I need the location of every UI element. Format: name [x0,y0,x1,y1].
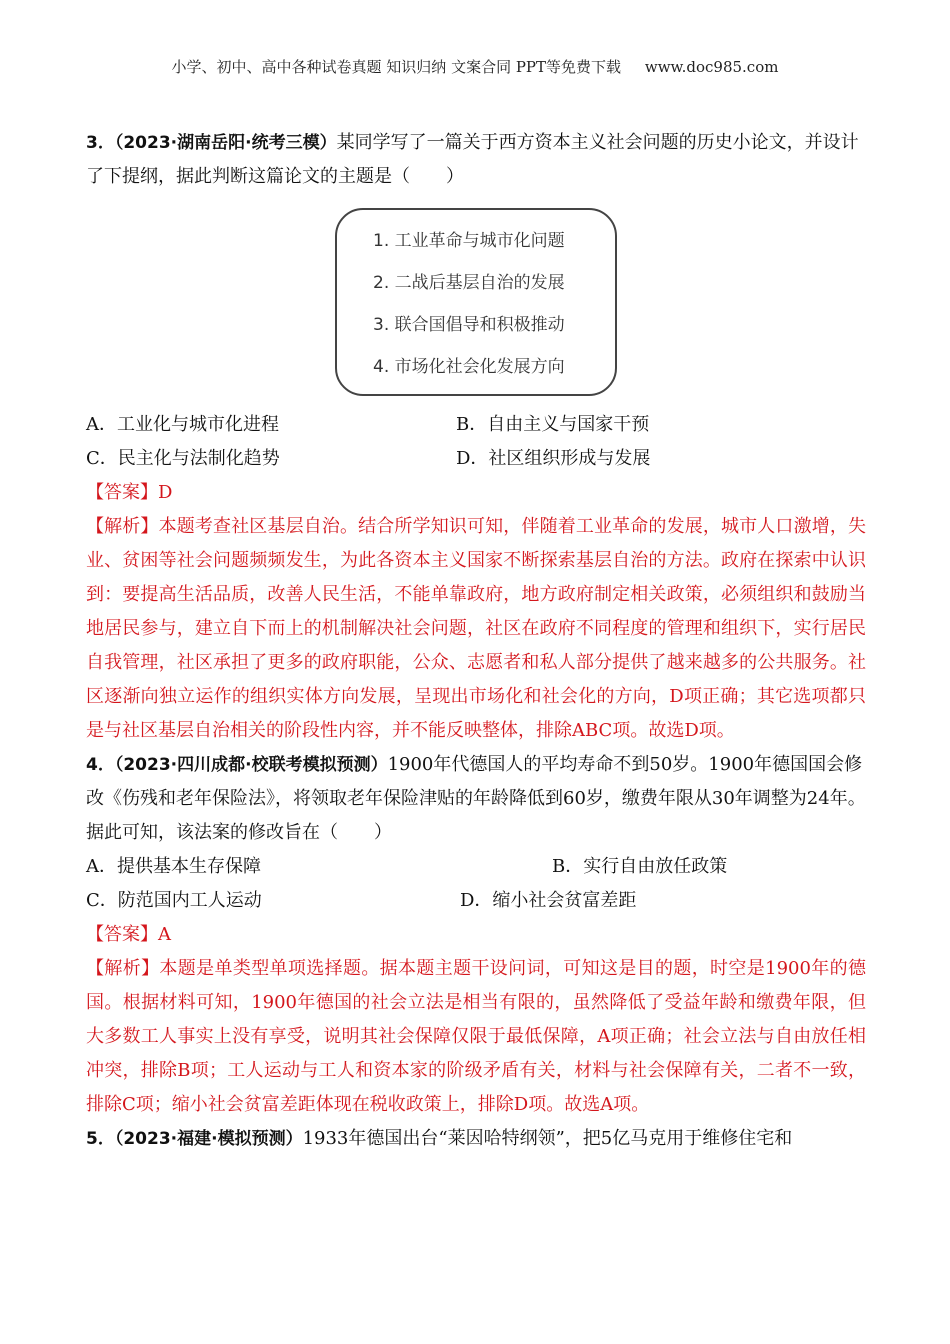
option-b[interactable]: B．自由主义与国家干预 [456,414,650,435]
question-4-options-row2 [86,884,866,918]
document-body [86,126,866,1156]
option-c[interactable]: C．防范国内工人运动 [86,890,262,911]
outline-box [335,208,617,396]
outline-item-4: 4. 市场化社会化发展方向 [373,357,565,377]
outline-item-1: 1. 工业革命与城市化问题 [373,231,565,251]
option-d[interactable]: D．缩小社会贫富差距 [460,890,637,911]
question-4-source: （2023·四川成都·校联考模拟预测） [114,755,388,775]
question-4-answer: 【答案】A [86,924,171,945]
outline-figure [86,208,866,396]
option-b[interactable]: B．实行自由放任政策 [552,856,728,877]
option-d[interactable]: D．社区组织形成与发展 [456,448,651,469]
question-5-stem: 1933年德国出台“莱因哈特纲领”，把5亿马克用于维修住宅和 [302,1128,793,1149]
option-c[interactable]: C．民主化与法制化趋势 [86,448,280,469]
question-4-stem: 1900年代德国人的平均寿命不到50岁。1900年德国国会修改《伤残和老年保险法》，将领取老年保险津贴的年龄降低到60岁，缴费年限从30年调整为24年。据此可知，该法案的修改旨在（ ） [86,754,866,843]
question-3-source: （2023·湖南岳阳·统考三模） [114,133,337,153]
question-4-options-row1 [86,850,866,884]
page-header: 小学、初中、高中各种试卷真题 知识归纳 文案合同 PPT等免费下载 www.doc985.com [171,58,779,76]
question-5-source: （2023·福建·模拟预测） [114,1129,303,1149]
question-5-number: 5． [86,1129,115,1149]
question-4-number: 4． [86,755,115,775]
question-4 [86,748,866,850]
question-5 [86,1122,866,1156]
outline-item-2: 2. 二战后基层自治的发展 [373,273,565,293]
question-3-number: 3． [86,133,115,153]
option-a[interactable]: A．工业化与城市化进程 [86,414,279,435]
question-3-answer: 【答案】D [86,482,173,503]
question-4-analysis: 【解析】本题是单类型单项选择题。据本题主题干设问词，可知这是目的题，时空是1900年的德国。根据材料可知，1900年德国的社会立法是相当有限的，虽然降低了受益年龄和缴费年限，但大多数工人事实上没有享受，说明其社会保障仅限于最低保障，A项正确；社会立法与自由放任相冲突，排除B项；工人运动与工人和资本家的阶级矛盾有关，材料与社会保障有关，二者不一致，排除C项；缩小社会贫富差距体现在税收政策上，排除D项。故选A项。 [86,958,866,1115]
option-a[interactable]: A．提供基本生存保障 [86,856,261,877]
question-3-stem: 某同学写了一篇关于西方资本主义社会问题的历史小论文，并设计了下提纲，据此判断这篇论文的主题是（ ） [86,132,859,187]
outline-item-3: 3. 联合国倡导和积极推动 [373,315,565,335]
question-3 [86,126,866,194]
question-3-analysis: 【解析】本题考查社区基层自治。结合所学知识可知，伴随着工业革命的发展，城市人口激增，失业、贫困等社会问题频频发生，为此各资本主义国家不断探索基层自治的方法。政府在探索中认识到：要提高生活品质，改善人民生活，不能单靠政府，地方政府制定相关政策，必须组织和鼓励当地居民参与，建立自下而上的机制解决社会问题，社区在政府不同程度的管理和组织下，实行居民自我管理，社区承担了更多的政府职能，公众、志愿者和私人部分提供了越来越多的公共服务。社区逐渐向独立运作的组织实体方向发展，呈现出市场化和社会化的方向，D项正确；其它选项都只是与社区基层自治相关的阶段性内容，并不能反映整体，排除ABC项。故选D项。 [86,516,866,741]
question-3-options [86,408,866,476]
